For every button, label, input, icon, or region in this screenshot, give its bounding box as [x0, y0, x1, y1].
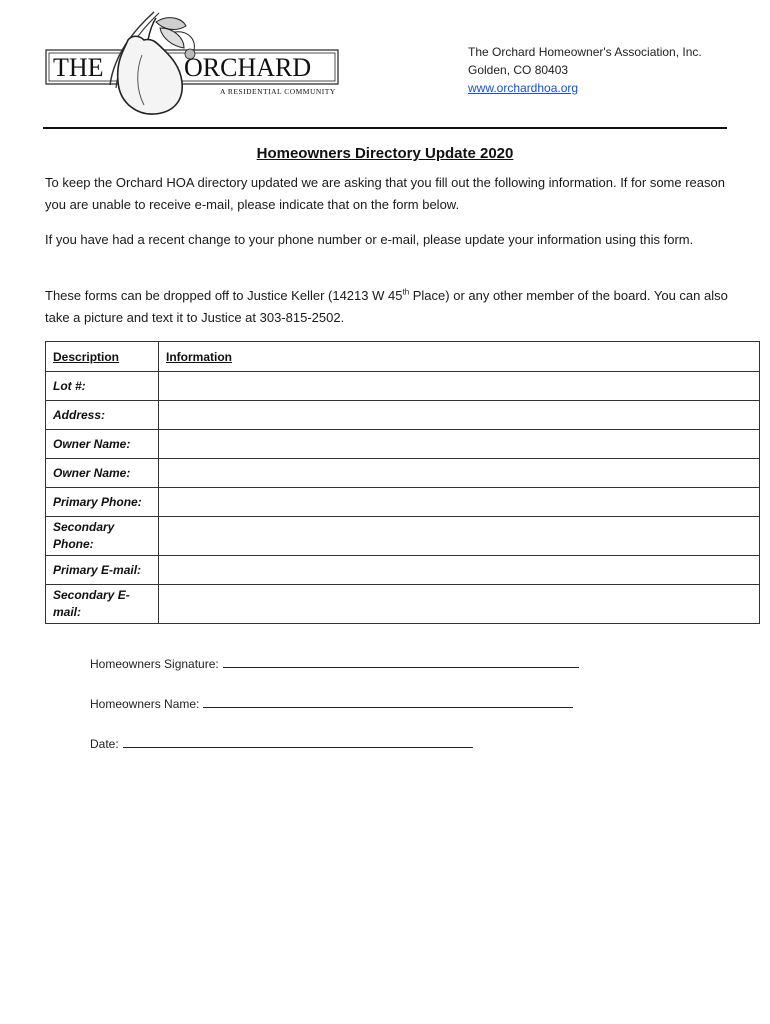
row-label-secondary-email: Secondary E-mail:: [46, 585, 159, 624]
name-field[interactable]: [203, 695, 573, 708]
row-label-owner-name-2: Owner Name:: [46, 459, 159, 488]
table-row: [46, 585, 760, 624]
table-row: [46, 517, 760, 556]
owner-name-2-field[interactable]: [159, 459, 760, 488]
row-label-secondary-phone: Secondary Phone:: [46, 517, 159, 556]
table-row: [46, 459, 760, 488]
header-description: Description: [46, 342, 159, 372]
secondary-email-field[interactable]: [159, 585, 760, 624]
signature-label: Homeowners Signature:: [90, 657, 219, 671]
intro-paragraph: To keep the Orchard HOA directory updated we are asking that you fill out the following information. If for some reason you are unable to receive e-mail, please indicate that on the form below.: [45, 175, 725, 212]
date-label: Date:: [90, 737, 119, 751]
name-label: Homeowners Name:: [90, 697, 200, 711]
header-divider: [43, 127, 727, 129]
secondary-phone-field[interactable]: [159, 517, 760, 556]
website-link[interactable]: www.orchardhoa.org: [468, 81, 579, 95]
row-label-address: Address:: [46, 401, 159, 430]
signature-field[interactable]: [223, 655, 579, 668]
org-city: Golden, CO 80403: [468, 63, 569, 77]
header-information: Information: [159, 342, 760, 372]
table-row: [46, 372, 760, 401]
row-label-lot: Lot #:: [46, 372, 159, 401]
table-row: [46, 556, 760, 585]
row-label-primary-phone: Primary Phone:: [46, 488, 159, 517]
row-label-owner-name: Owner Name:: [46, 430, 159, 459]
svg-text:ORCHARD: ORCHARD: [184, 53, 312, 82]
dropoff-paragraph: These forms can be dropped off to Justice Keller (14213 W 45th Place) or any other member of the board. You can also take a picture and text it to Justice at 303-815-2502.: [45, 287, 728, 325]
org-contact-block: [468, 43, 702, 97]
owner-name-field[interactable]: [159, 430, 760, 459]
table-row: [46, 488, 760, 517]
primary-phone-field[interactable]: [159, 488, 760, 517]
name-line: [90, 695, 573, 711]
table-header-row: [46, 342, 760, 372]
signature-line: [90, 655, 579, 671]
svg-text:A RESIDENTIAL COMMUNITY: A RESIDENTIAL COMMUNITY: [220, 87, 336, 96]
document-title: Homeowners Directory Update 2020: [256, 145, 514, 162]
lot-field[interactable]: [159, 372, 760, 401]
table-row: [46, 401, 760, 430]
org-name: The Orchard Homeowner's Association, Inc.: [468, 45, 702, 59]
primary-email-field[interactable]: [159, 556, 760, 585]
date-line: [90, 735, 473, 751]
row-label-primary-email: Primary E-mail:: [46, 556, 159, 585]
svg-text:THE: THE: [53, 53, 104, 82]
address-field[interactable]: [159, 401, 760, 430]
directory-form-table: [45, 341, 760, 624]
pear-logo-icon: [44, 10, 340, 122]
update-paragraph: If you have had a recent change to your phone number or e-mail, please update your information using this form.: [45, 232, 694, 247]
date-field[interactable]: [123, 735, 473, 748]
table-row: [46, 430, 760, 459]
orchard-logo: [44, 10, 340, 122]
